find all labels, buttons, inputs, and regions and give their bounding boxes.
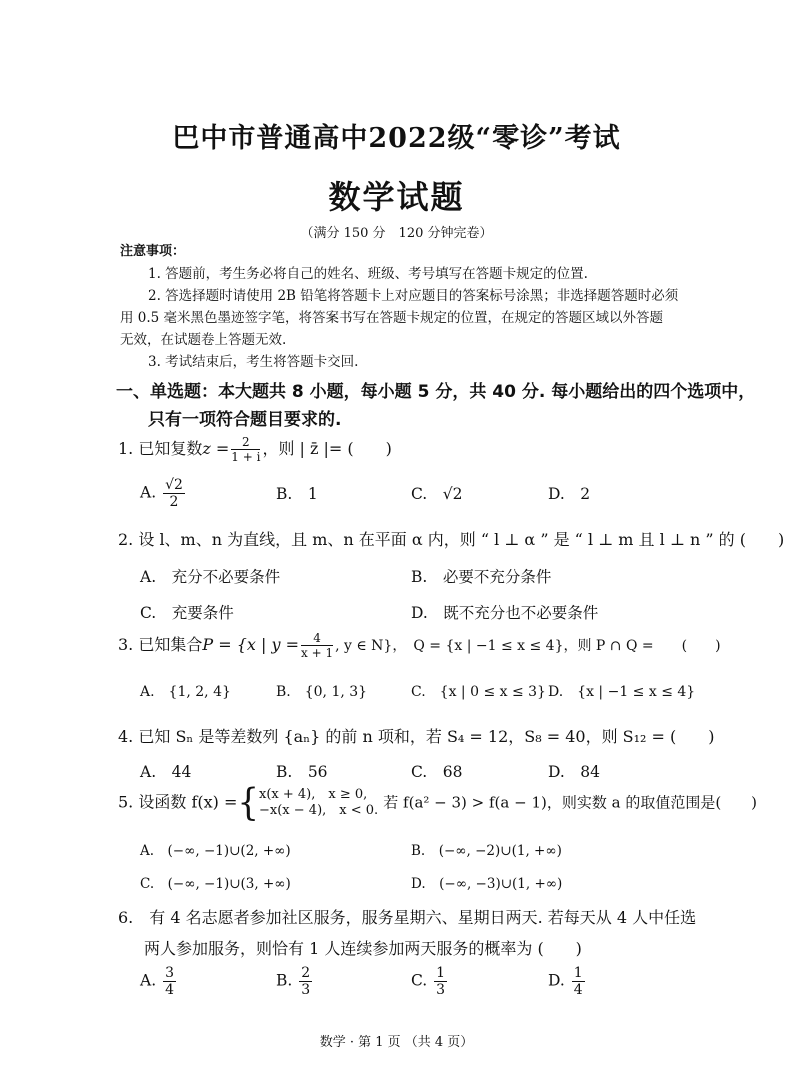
q3-number: 3. xyxy=(118,635,134,654)
q5-brace: { xyxy=(237,781,260,825)
q6-option-c xyxy=(411,966,449,997)
q5-option-d: D. (−∞, −3)∪(1, +∞) xyxy=(411,876,563,892)
q4-option-b: B. 56 xyxy=(276,763,328,781)
q2-option-a: A. 充分不必要条件 xyxy=(140,568,281,586)
q6-d-label: D. xyxy=(548,971,565,990)
q2-option-d: D. 既不充分也不必要条件 xyxy=(411,604,599,622)
q6-a-den: 4 xyxy=(165,982,174,998)
q6-c-den: 3 xyxy=(436,982,446,998)
question-6-line2: 两人参加服务，则恰有 1 人连续参加两天服务的概率为 ( ) xyxy=(144,939,582,958)
q6-b-label: B. xyxy=(276,971,293,990)
exam-info: （满分 150 分 120 分钟完卷） xyxy=(300,226,493,241)
subject-title: 数学试题 xyxy=(328,178,465,216)
q6-c-fraction xyxy=(434,966,447,997)
q1-number: 1. xyxy=(118,439,134,458)
q3-option-d: D. {x | −1 ≤ x ≤ 4} xyxy=(548,684,696,700)
note-2-line1: 2. 答选择题时请使用 2B 铅笔将答题卡上对应题目的答案标号涂黑；非选择题答题时必须 xyxy=(148,288,679,304)
q5-option-a: A. (−∞, −1)∪(2, +∞) xyxy=(140,843,291,859)
q6-option-b xyxy=(276,966,314,997)
q1-fraction xyxy=(231,436,260,463)
q1-a-den: 2 xyxy=(169,494,179,510)
q6-d-den: 4 xyxy=(573,982,583,998)
exam-title: 巴中市普通高中2022级“零诊”考试 xyxy=(172,123,621,154)
q6-b-num: 2 xyxy=(301,965,311,981)
question-2: 2. 设 l、m、n 为直线，且 m、n 在平面 α 内，则 “ l ⊥ α ” 是 “ l ⊥ m 且 l ⊥ n ” 的 ( ) xyxy=(118,530,785,549)
q1-option-d: D. 2 xyxy=(548,485,591,503)
q1-a-num: √2 xyxy=(165,477,183,493)
q5-number: 5. xyxy=(118,792,134,812)
q1-stem-post: ，则 | z̄ |= ( ) xyxy=(262,439,392,458)
q6-option-a xyxy=(140,966,178,997)
q4-option-d: D. 84 xyxy=(548,763,601,781)
note-1: 1. 答题前，考生务必将自己的姓名、班级、考号填写在答题卡规定的位置. xyxy=(148,266,588,282)
q1-option-b: B. 1 xyxy=(276,485,318,503)
q5-case-1: x(x + 4), x ≥ 0, xyxy=(259,786,368,802)
note-2-line3: 无效，在试题卷上答题无效. xyxy=(120,332,287,348)
q1-stem-pre: 已知复数 xyxy=(138,439,203,458)
q5-case-2: −x(x − 4), x < 0. xyxy=(259,803,379,818)
question-5 xyxy=(118,781,758,825)
q4-option-a: A. 44 xyxy=(140,763,192,781)
q1-frac-num: 2 xyxy=(231,436,260,450)
q6-a-fraction xyxy=(163,966,176,997)
q6-d-num: 1 xyxy=(573,965,583,981)
q3-option-b: B. {0, 1, 3} xyxy=(276,684,368,700)
q2-option-c: C. 充要条件 xyxy=(140,604,234,622)
section-heading-line2: 只有一项符合题目要求的. xyxy=(148,410,342,430)
question-1 xyxy=(118,436,392,463)
q6-c-label: C. xyxy=(411,971,428,990)
q5-stem-post: 若 f(a² − 3) > f(a − 1)，则实数 a 的取值范围是( ) xyxy=(383,793,758,812)
q5-piecewise xyxy=(259,787,378,820)
q1-option-a xyxy=(140,478,187,509)
q6-option-d xyxy=(548,966,587,997)
note-2-line2: 用 0.5 毫米黑色墨迹签字笔，将答案书写在答题卡规定的位置，在规定的答题区域以外答题 xyxy=(120,310,664,326)
q3-stem-pre: 已知集合 xyxy=(138,635,203,654)
q3-frac-num: 4 xyxy=(301,632,333,646)
q2-option-b: B. 必要不充分条件 xyxy=(411,568,552,586)
q5-stem-pre: 设函数 f(x) = xyxy=(138,792,238,812)
notes-heading: 注意事项： xyxy=(120,244,186,259)
q6-b-fraction xyxy=(299,966,312,997)
question-4: 4. 已知 Sₙ 是等差数列 {aₙ} 的前 n 项和，若 S₄ = 12，S₈ = 40，则 S₁₂ = ( ) xyxy=(118,727,715,746)
section-heading-line1: 一、单选题：本大题共 8 小题，每小题 5 分，共 40 分. 每小题给出的四个选项中， xyxy=(116,382,756,402)
q3-frac-den: x + 1 xyxy=(301,646,334,660)
q1-option-c: C. √2 xyxy=(411,485,463,503)
q1-frac-den: 1 + i xyxy=(231,450,261,464)
q5-option-b: B. (−∞, −2)∪(1, +∞) xyxy=(411,843,562,859)
q3-option-c: C. {x | 0 ≤ x ≤ 3} xyxy=(411,684,546,700)
q6-a-label: A. xyxy=(140,971,157,990)
question-3 xyxy=(118,632,721,659)
q6-d-fraction xyxy=(572,966,585,997)
q1-a-label: A. xyxy=(140,483,157,502)
note-3: 3. 考试结束后，考生将答题卡交回. xyxy=(148,354,359,370)
q6-b-den: 3 xyxy=(301,982,311,998)
q6-c-num: 1 xyxy=(436,965,446,981)
q1-z-equals: z = xyxy=(202,439,230,458)
q3-stem-post: , y ∈ N}， Q = {x | −1 ≤ x ≤ 4}，则 P ∩ Q = ( ) xyxy=(335,638,721,654)
q5-option-c: C. (−∞, −1)∪(3, +∞) xyxy=(140,876,291,892)
question-6-line1: 6. 有 4 名志愿者参加社区服务，服务星期六、星期日两天. 若每天从 4 人中任选 xyxy=(118,908,697,927)
q4-option-c: C. 68 xyxy=(411,763,463,781)
q3-fraction xyxy=(301,632,333,659)
page-footer: 数学 · 第 1 页 （共 4 页） xyxy=(319,1035,474,1050)
q1-a-fraction xyxy=(163,478,185,509)
q3-option-a: A. {1, 2, 4} xyxy=(140,684,231,700)
q3-set-p: P = {x | y = xyxy=(202,635,300,654)
q6-a-num: 3 xyxy=(165,965,174,981)
